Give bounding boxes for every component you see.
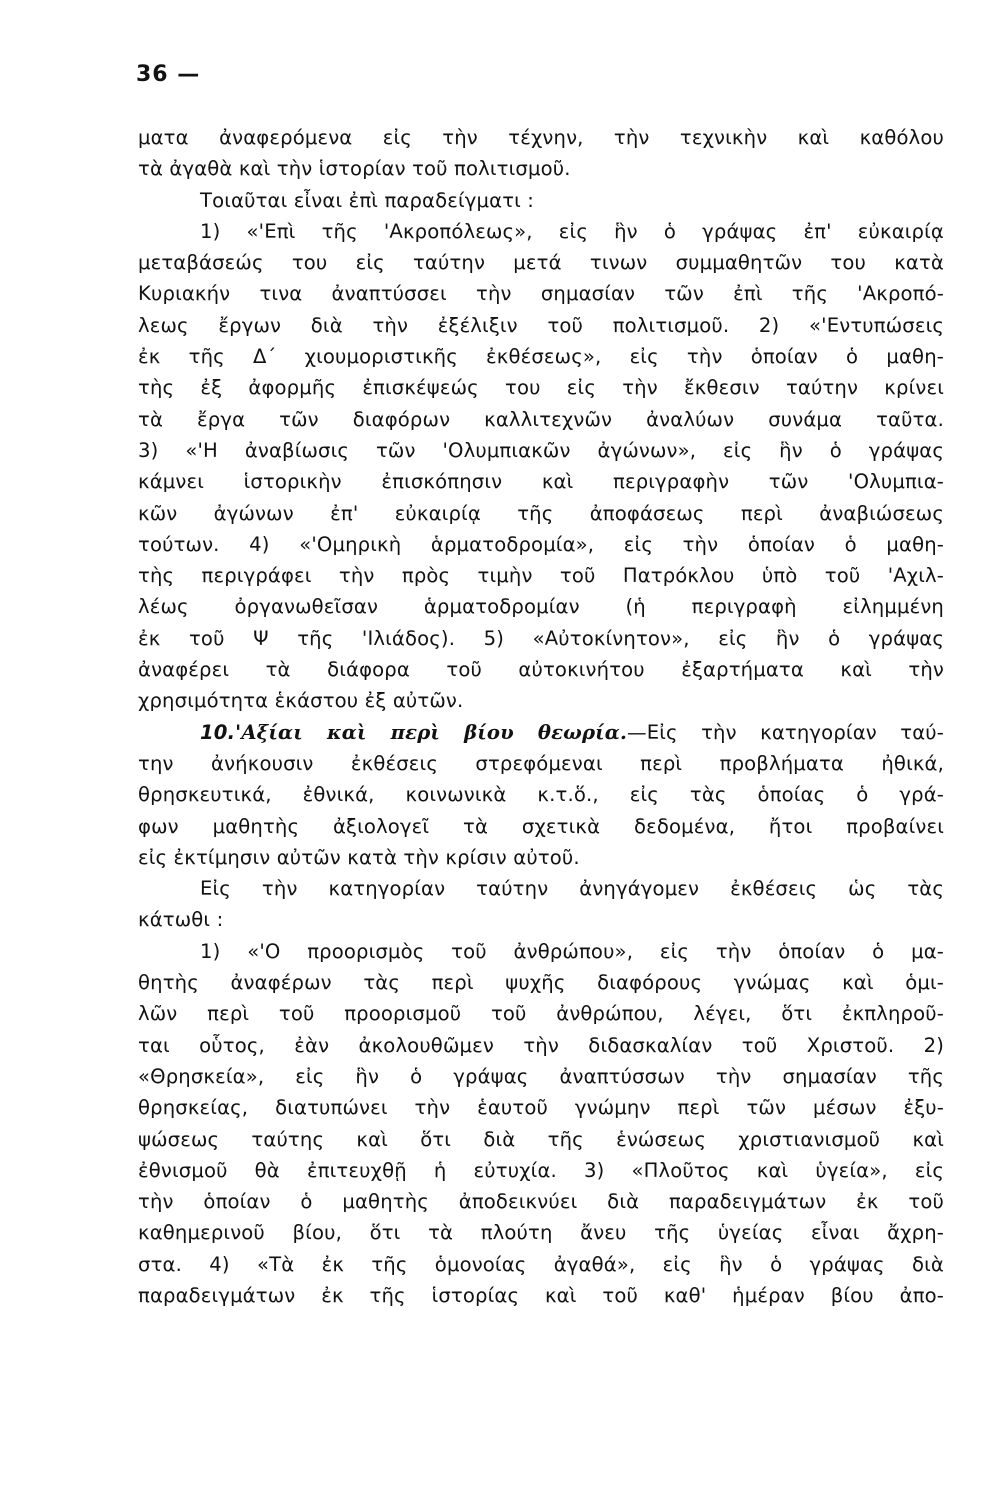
text-line: λεως ἔργων διὰ τὴν ἐξέλιξιν τοῦ πολιτισμοῦ. 2) «'Εντυπώσεις (138, 313, 944, 337)
page-number-header: 36 — (136, 62, 201, 87)
text-line: ἐκ τοῦ Ψ τῆς 'Ιλιάδος). 5) «Αὐτοκίνητον», εἰς ἣν ὁ γράψας (138, 626, 944, 650)
text-line: μεταβάσεώς του εἰς ταύτην μετά τινων συμμαθητῶν του κατὰ (138, 251, 944, 275)
text-line: ματα ἀναφερόμενα εἰς τὴν τέχνην, τὴν τεχνικὴν καὶ καθόλου (138, 126, 944, 149)
text-line: Τοιαῦται εἶναι ἐπὶ παραδείγματι : (200, 188, 535, 212)
section-title: 'Αξίαι καὶ περὶ βίου θεωρία. (235, 720, 627, 744)
text-line: λέως ὀργανωθεῖσαν ἁρματοδρομίαν (ἡ περιγραφὴ εἰλημμένη (138, 595, 944, 619)
text-line: 1) «'Ο προορισμὸς τοῦ ἀνθρώπου», εἰς τὴν ὁποίαν ὁ μα- (200, 939, 944, 963)
text-line: 1) «'Επὶ τῆς 'Ακροπόλεως», εἰς ἣν ὁ γράψας ἐπ' εὐκαιρίᾳ (200, 219, 944, 243)
text-line: εἰς ἐκτίμησιν αὐτῶν κατὰ τὴν κρίσιν αὐτοῦ. (138, 845, 580, 869)
text-line: θητὴς ἀναφέρων τὰς περὶ ψυχῆς διαφόρους γνώμας καὶ ὁμι- (138, 971, 944, 995)
section-heading-line (138, 717, 944, 748)
section-heading-rest: —Εἰς τὴν κατηγορίαν ταύ- (626, 720, 944, 744)
text-line: ται οὗτος, ἐὰν ἀκολουθῶμεν τὴν διδασκαλίαν τοῦ Χριστοῦ. 2) (138, 1033, 944, 1057)
text-line: καθημερινοῦ βίου, ὅτι τὰ πλούτη ἄνευ τῆς ὑγείας εἶναι ἄχρη- (138, 1221, 944, 1245)
text-line: την ἀνήκουσιν ἐκθέσεις στρεφόμεναι περὶ προβλήματα ἠθικά, (138, 751, 944, 775)
text-line: ἀναφέρει τὰ διάφορα τοῦ αὐτοκινήτου ἐξαρτήματα καὶ τὴν (138, 658, 944, 682)
text-line: Εἰς τὴν κατηγορίαν ταύτην ἀνηγάγομεν ἐκθέσεις ὡς τὰς (200, 877, 944, 901)
text-line: παραδειγμάτων ἐκ τῆς ἱστορίας καὶ τοῦ καθ' ἡμέραν βίου ἀπο- (138, 1283, 944, 1307)
body-text (138, 122, 944, 1311)
text-line: τὴν ὁποίαν ὁ μαθητὴς ἀποδεικνύει διὰ παραδειγμάτων ἐκ τοῦ (138, 1190, 944, 1214)
text-line: τὴς ἐξ ἀφορμῆς ἐπισκέψεώς του εἰς τὴν ἔκθεσιν ταύτην κρίνει (138, 376, 944, 400)
text-line: τὰ ἔργα τῶν διαφόρων καλλιτεχνῶν ἀναλύων συνάμα ταῦτα. (138, 407, 944, 431)
text-line: «Θρησκεία», εἰς ἣν ὁ γράψας ἀναπτύσσων τὴν σημασίαν τῆς (138, 1064, 944, 1088)
text-line: κάμνει ἱστορικὴν ἐπισκόπησιν καὶ περιγραφὴν τῶν 'Ολυμπια- (138, 470, 944, 494)
text-line: φων μαθητὴς ἀξιολογεῖ τὰ σχετικὰ δεδομένα, ἤτοι προβαίνει (138, 814, 944, 838)
text-line: στα. 4) «Τὰ ἐκ τῆς ὁμονοίας ἀγαθά», εἰς ἣν ὁ γράψας διὰ (138, 1252, 944, 1276)
text-line: κάτωθι : (138, 908, 224, 932)
text-line: θρησκευτικά, ἐθνικά, κοινωνικὰ κ.τ.ὅ., εἰς τὰς ὁποίας ὁ γρά- (138, 783, 944, 807)
text-line: λῶν περὶ τοῦ προορισμοῦ τοῦ ἀνθρώπου, λέγει, ὅτι ἐκπληροῦ- (138, 1002, 944, 1026)
text-line: τούτων. 4) «'Ομηρικὴ ἁρματοδρομία», εἰς τὴν ὁποίαν ὁ μαθη- (138, 532, 944, 556)
text-line: τὴς περιγράφει τὴν πρὸς τιμὴν τοῦ Πατρόκλου ὑπὸ τοῦ 'Αχιλ- (138, 564, 944, 588)
text-line: τὰ ἀγαθὰ καὶ τὴν ἱστορίαν τοῦ πολιτισμοῦ. (138, 157, 571, 181)
section-number: 10. (200, 720, 236, 744)
text-line: 3) «'Η ἀναβίωσις τῶν 'Ολυμπιακῶν ἀγώνων», εἰς ἣν ὁ γράψας (138, 438, 944, 462)
text-line: κῶν ἀγώνων ἐπ' εὐκαιρίᾳ τῆς ἀποφάσεως περὶ ἀναβιώσεως (138, 501, 944, 525)
text-line: Κυριακήν τινα ἀναπτύσσει τὴν σημασίαν τῶν ἐπὶ τῆς 'Ακροπό- (138, 282, 944, 306)
text-line: θρησκείας, διατυπώνει τὴν ἑαυτοῦ γνώμην περὶ τῶν μέσων ἐξυ- (138, 1096, 944, 1120)
text-line: ἐθνισμοῦ θὰ ἐπιτευχθῇ ἡ εὐτυχία. 3) «Πλοῦτος καὶ ὑγεία», εἰς (138, 1158, 944, 1182)
text-line: χρησιμότητα ἑκάστου ἐξ αὐτῶν. (138, 689, 464, 713)
text-line: ἐκ τῆς Δ΄ χιουμοριστικῆς ἐκθέσεως», εἰς τὴν ὁποίαν ὁ μαθη- (138, 345, 944, 369)
text-line: ψώσεως ταύτης καὶ ὅτι διὰ τῆς ἑνώσεως χριστιανισμοῦ καὶ (138, 1127, 944, 1151)
